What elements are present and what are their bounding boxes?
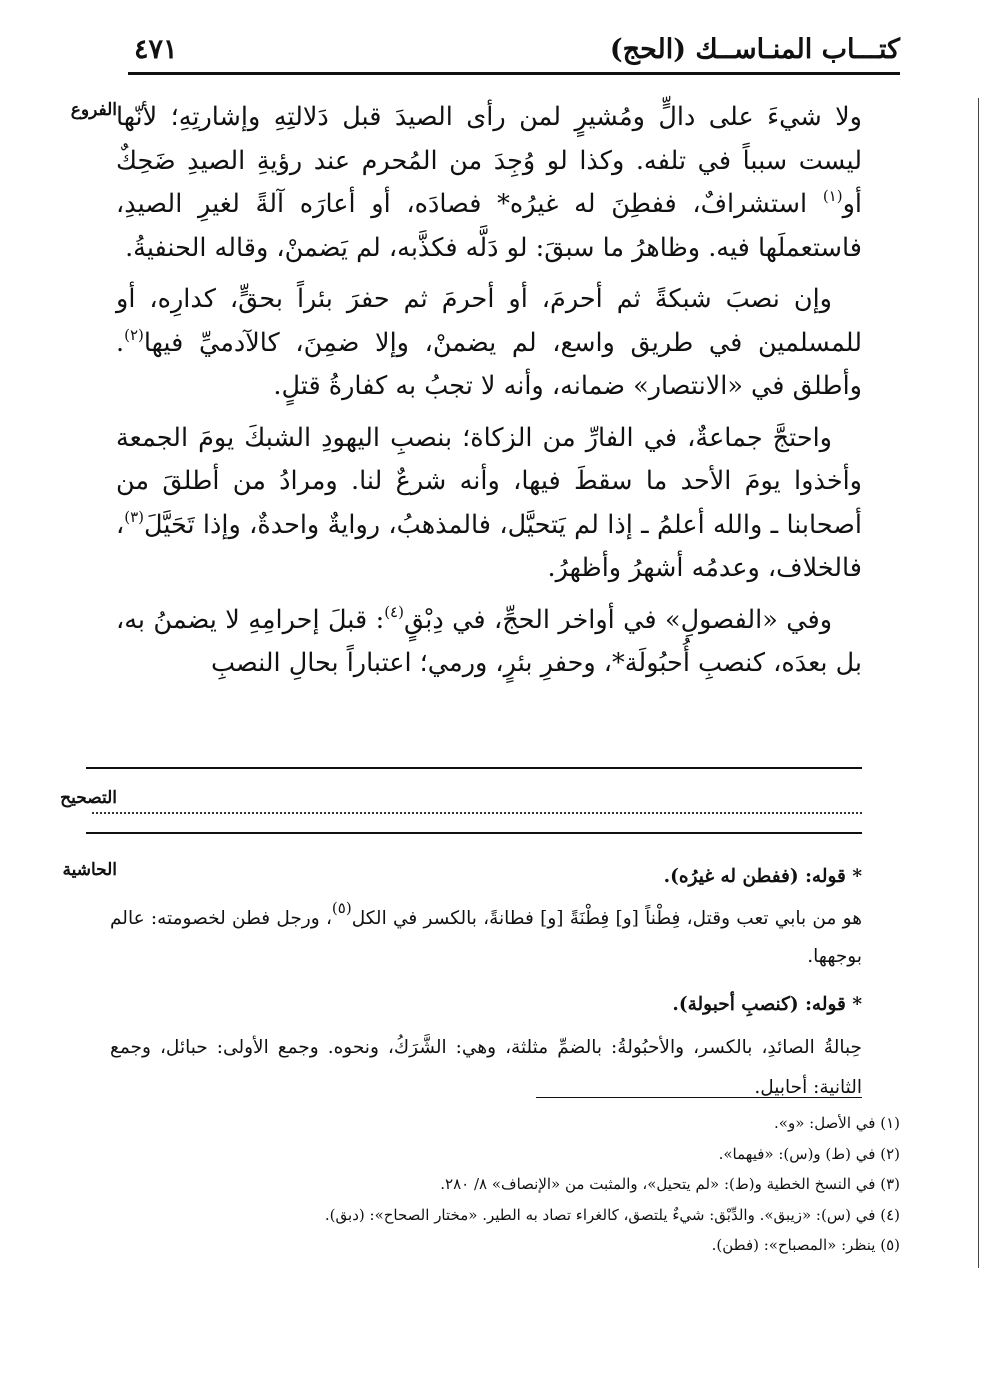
paragraph-4: وفي «الفصولِ» في أواخر الحجِّ، في دِبْقٍ$^{(٤)}$: قبلَ إحرامِهِ لا يضمنُ به، بل بعدَه، كنصبِ أُحبُولَة*، وحفرِ بئرٍ، ورمي؛ اعتباراً بحالِ النصبِ: [116, 602, 862, 678]
footnote-separator: [536, 1097, 862, 1098]
margin-label-furu: الفروع: [70, 100, 117, 120]
section-divider-bottom: [86, 832, 862, 834]
margin-label-tashih: التصحيح: [60, 788, 117, 808]
footnote-ref-5: (٥): [331, 899, 352, 917]
footnote-4: (٤) في (س): «زيبق». والدِّبْق: شيءٌ يلتصق، كالغراء تصاد به الطير. «مختار الصحاح»: (دبق).: [324, 1205, 900, 1224]
running-header: [128, 30, 900, 75]
footnote-ref-2: (٢): [124, 325, 144, 344]
hashiya-quote-2: * قوله: (كنصبِ أحبولة).: [672, 994, 862, 1015]
page-number: ٤٧١: [134, 34, 178, 65]
footnote-ref-4: (٤): [384, 602, 404, 621]
hashiya-section: [110, 858, 862, 1108]
footnote-2: (٢) في (ط) و(س): «فيهما».: [718, 1144, 900, 1163]
margin-label-hashiya: الحاشية: [62, 860, 117, 880]
running-title: كتـــاب المنـاســك (الحج): [609, 34, 900, 65]
footnote-ref-1: (١): [822, 187, 843, 205]
hashiya-explanation-1: هو من بابي تعب وقتل، فِطْناً [و] فِطْنَةً [و] فطانةً، بالكسر في الكل$^{(٥)}$، ورجل فطن لخصومته: عالم بوجهها.: [110, 899, 862, 967]
paragraph-2: وإن نصبَ شبكةً ثم أحرمَ، أو أحرمَ ثم حفرَ بئراً بحقٍّ، كدارِه، أو للمسلمين في طريق واسع، لم يضمنْ، وإلا ضمِنَ، كالآدميِّ فيها$^{(٢)}$. وأطلق في «الانتصار» ضمانه، وأنه لا تجبُ به كفارةُ قتلٍ.: [116, 284, 862, 401]
margin-vertical-rule: [978, 98, 979, 1268]
paragraph-3: واحتجَّ جماعةٌ، في الفارِّ من الزكاة؛ بنصبِ اليهودِ الشبكَ يومَ الجمعة وأخذوا يومَ الأحد ما سقطَ فيها، وأنه شرعٌ لنا. ومرادُ من أطلقَ من أصحابنا ـ والله أعلمُ ـ إذا لم يَتحيَّل، فالمذهبُ، روايةٌ واحدةٌ، وإذا تَحَيَّلَ$^{(٣)}$، فالخلاف، وعدمُه أشهرُ وأظهرُ.: [116, 422, 862, 583]
footnotes: [80, 1108, 900, 1261]
footnote-3: (٣) في النسخ الخطية و(ط): «لم يتحيل»، والمثبت من «الإنصاف» ٨/ ٢٨٠.: [440, 1175, 900, 1193]
paragraph-1: ولا شيءَ على دالٍّ ومُشيرٍ لمن رأى الصيدَ قبل دَلالتِهِ وإشارتِهِ؛ لأنّها ليست سبباً في تلفه. وكذا لو وُجِدَ من المُحرم عند رؤيةِ الصيدِ ضَحِكٌ أو$^{(١)}$ استشرافٌ، ففطِنَ له غيرُه* فصادَه، أو أعارَه آلةً لغيرِ الصيدِ، فاستعملَها فيه. وظاهرُ ما سبقَ: لو دَلَّه فكذَّبه، لم يَضمنْ، وقاله الحنفيةُ.: [116, 102, 862, 263]
tashih-dotted-line: [92, 812, 862, 814]
hashiya-quote-1: * قوله: (ففطن له غيرُه).: [663, 866, 862, 887]
footnote-1: (١) في الأصل: «و».: [774, 1114, 900, 1132]
main-text: [116, 96, 862, 694]
footnote-ref-3: (٣): [124, 507, 145, 526]
hashiya-explanation-2: حِبالةُ الصائدِ، بالكسر، والأحبُولةُ: بالضمِّ مثلثة، وهي: الشَّرَكُ، ونحوه. وجمع الأولى: حبائل، وجمع الثانية: أحابيل.: [110, 1037, 862, 1098]
footnote-5: (٥) ينظر: «المصباح»: (فطن).: [711, 1236, 900, 1254]
section-divider-top: [86, 767, 862, 769]
